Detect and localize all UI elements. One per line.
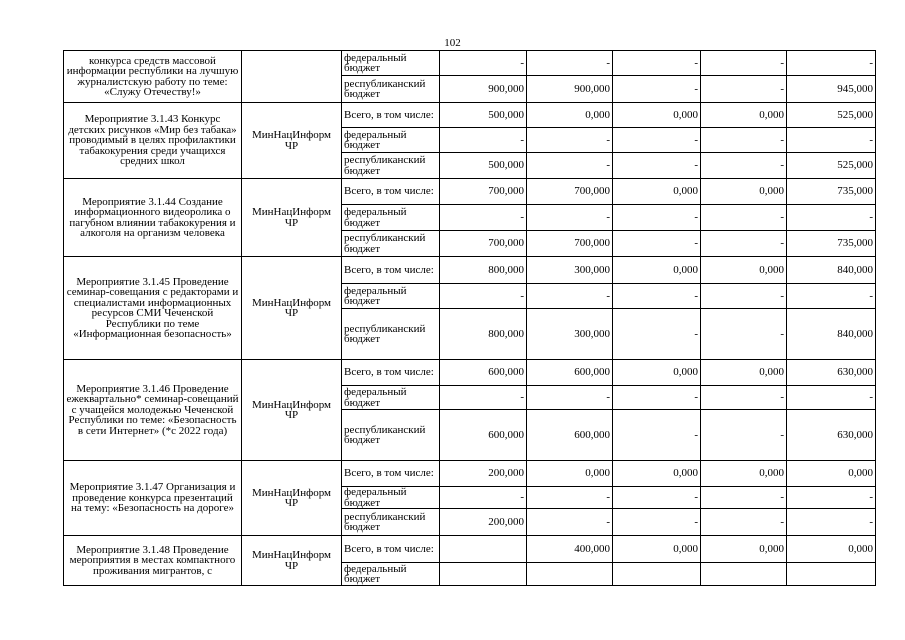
amount-cell: 0,000 — [613, 179, 701, 205]
amount-cell: 0,000 — [613, 360, 701, 386]
amount-cell — [613, 563, 701, 586]
amount-cell: - — [527, 128, 613, 153]
amount-cell: 525,000 — [787, 153, 876, 179]
event-name-cell: Мероприятие 3.1.48 Проведение мероприятия в местах компактного проживания мигрантов, с — [64, 536, 242, 586]
executor-cell: МинНацИнформ ЧР — [242, 461, 342, 536]
event-name-cell: конкурса средств массовой информации республики на лучшую журналистскую работу по теме: «Служу Отечеству!» — [64, 51, 242, 103]
amount-cell: - — [701, 153, 787, 179]
amount-cell — [701, 563, 787, 586]
table-row — [64, 179, 876, 205]
amount-cell: - — [701, 410, 787, 461]
amount-cell: - — [613, 487, 701, 509]
amount-cell: - — [701, 231, 787, 257]
amount-cell: 600,000 — [527, 410, 613, 461]
amount-cell: - — [613, 51, 701, 76]
amount-cell: 400,000 — [527, 536, 613, 563]
amount-cell: - — [613, 386, 701, 410]
amount-cell: 200,000 — [440, 509, 527, 536]
amount-cell: 500,000 — [440, 153, 527, 179]
funding-source-cell: республиканский бюджет — [342, 309, 440, 360]
amount-cell: - — [701, 205, 787, 231]
table-row — [64, 103, 876, 128]
event-name-cell: Мероприятие 3.1.44 Создание информационного видеоролика о пагубном влиянии табакокурения и алкоголя на организм человека — [64, 179, 242, 257]
amount-cell: 0,000 — [613, 461, 701, 487]
table-row — [64, 461, 876, 487]
amount-cell: - — [527, 153, 613, 179]
funding-source-cell: федеральный бюджет — [342, 205, 440, 231]
amount-cell: 300,000 — [527, 257, 613, 284]
amount-cell: 0,000 — [701, 461, 787, 487]
amount-cell: 0,000 — [527, 461, 613, 487]
amount-cell: 500,000 — [440, 103, 527, 128]
amount-cell: - — [701, 509, 787, 536]
funding-source-cell: республиканский бюджет — [342, 509, 440, 536]
amount-cell: - — [701, 386, 787, 410]
funding-source-cell: федеральный бюджет — [342, 128, 440, 153]
funding-source-cell: республиканский бюджет — [342, 231, 440, 257]
amount-cell: - — [787, 284, 876, 309]
executor-cell: МинНацИнформ ЧР — [242, 536, 342, 586]
amount-cell: 300,000 — [527, 309, 613, 360]
amount-cell: 800,000 — [440, 257, 527, 284]
amount-cell: 0,000 — [701, 103, 787, 128]
amount-cell: - — [440, 284, 527, 309]
amount-cell: - — [613, 153, 701, 179]
amount-cell: - — [701, 309, 787, 360]
amount-cell: 700,000 — [440, 231, 527, 257]
amount-cell: - — [613, 231, 701, 257]
event-name-cell: Мероприятие 3.1.43 Конкурс детских рисунков «Мир без табака» проводимый в целях профилактики табакокурения среди учащихся средних школ — [64, 103, 242, 179]
amount-cell: 630,000 — [787, 410, 876, 461]
funding-source-cell: республиканский бюджет — [342, 76, 440, 103]
funding-source-cell: республиканский бюджет — [342, 153, 440, 179]
amount-cell — [787, 563, 876, 586]
table-row — [64, 257, 876, 284]
amount-cell: - — [701, 76, 787, 103]
amount-cell: - — [527, 386, 613, 410]
amount-cell: 0,000 — [787, 536, 876, 563]
amount-cell: 0,000 — [701, 179, 787, 205]
amount-cell: 200,000 — [440, 461, 527, 487]
amount-cell: - — [440, 205, 527, 231]
amount-cell: 735,000 — [787, 231, 876, 257]
table-row — [64, 536, 876, 563]
amount-cell: - — [787, 487, 876, 509]
amount-cell: 735,000 — [787, 179, 876, 205]
amount-cell: - — [787, 386, 876, 410]
funding-source-cell: федеральный бюджет — [342, 51, 440, 76]
amount-cell — [440, 536, 527, 563]
funding-source-cell: федеральный бюджет — [342, 563, 440, 586]
amount-cell: 0,000 — [613, 257, 701, 284]
amount-cell: 0,000 — [613, 103, 701, 128]
amount-cell: 800,000 — [440, 309, 527, 360]
amount-cell: - — [527, 51, 613, 76]
amount-cell: 0,000 — [527, 103, 613, 128]
amount-cell: 630,000 — [787, 360, 876, 386]
amount-cell: - — [527, 487, 613, 509]
funding-source-cell: Всего, в том числе: — [342, 360, 440, 386]
budget-table — [63, 50, 876, 586]
amount-cell: 600,000 — [440, 410, 527, 461]
amount-cell: - — [613, 509, 701, 536]
page-number: 102 — [444, 37, 461, 49]
amount-cell: 700,000 — [527, 179, 613, 205]
funding-source-cell: федеральный бюджет — [342, 487, 440, 509]
funding-source-cell: Всего, в том числе: — [342, 536, 440, 563]
amount-cell: 0,000 — [701, 360, 787, 386]
amount-cell — [527, 563, 613, 586]
funding-source-cell: Всего, в том числе: — [342, 103, 440, 128]
amount-cell: 600,000 — [440, 360, 527, 386]
amount-cell: - — [440, 386, 527, 410]
amount-cell: - — [440, 51, 527, 76]
funding-source-cell: федеральный бюджет — [342, 284, 440, 309]
amount-cell: - — [440, 487, 527, 509]
amount-cell: - — [613, 205, 701, 231]
event-name-cell: Мероприятие 3.1.46 Проведение ежеквартально* семинар-совещаний с учащейся молодежью Чеченской Республики по теме: «Безопасность в сети Интернет» (*с 2022 года) — [64, 360, 242, 461]
amount-cell: - — [440, 128, 527, 153]
amount-cell — [440, 563, 527, 586]
amount-cell: 0,000 — [701, 536, 787, 563]
amount-cell: - — [701, 487, 787, 509]
amount-cell: - — [527, 509, 613, 536]
executor-cell — [242, 51, 342, 103]
funding-source-cell: федеральный бюджет — [342, 386, 440, 410]
amount-cell: 525,000 — [787, 103, 876, 128]
amount-cell: - — [613, 309, 701, 360]
amount-cell: - — [787, 51, 876, 76]
amount-cell: - — [701, 51, 787, 76]
amount-cell: - — [613, 284, 701, 309]
amount-cell: - — [527, 284, 613, 309]
executor-cell: МинНацИнформ ЧР — [242, 257, 342, 360]
table-row — [64, 51, 876, 76]
funding-source-cell: Всего, в том числе: — [342, 179, 440, 205]
amount-cell: - — [787, 205, 876, 231]
amount-cell: 900,000 — [440, 76, 527, 103]
amount-cell: - — [787, 128, 876, 153]
amount-cell: - — [701, 284, 787, 309]
amount-cell: 945,000 — [787, 76, 876, 103]
funding-source-cell: Всего, в том числе: — [342, 257, 440, 284]
amount-cell: 700,000 — [440, 179, 527, 205]
amount-cell: 0,000 — [787, 461, 876, 487]
executor-cell: МинНацИнформ ЧР — [242, 179, 342, 257]
amount-cell: 0,000 — [613, 536, 701, 563]
event-name-cell: Мероприятие 3.1.45 Проведение семинар-совещания с редакторами и специалистами информационных ресурсов СМИ Чеченской Республики по теме «Информационная безопасность» — [64, 257, 242, 360]
amount-cell: 700,000 — [527, 231, 613, 257]
amount-cell: - — [613, 128, 701, 153]
amount-cell: - — [613, 76, 701, 103]
executor-cell: МинНацИнформ ЧР — [242, 360, 342, 461]
event-name-cell: Мероприятие 3.1.47 Организация и проведение конкурса презентаций на тему: «Безопасность на дороге» — [64, 461, 242, 536]
amount-cell: - — [613, 410, 701, 461]
amount-cell: 600,000 — [527, 360, 613, 386]
amount-cell: - — [527, 205, 613, 231]
amount-cell: - — [787, 509, 876, 536]
funding-source-cell: республиканский бюджет — [342, 410, 440, 461]
amount-cell: 840,000 — [787, 309, 876, 360]
amount-cell: 840,000 — [787, 257, 876, 284]
amount-cell: 900,000 — [527, 76, 613, 103]
amount-cell: 0,000 — [701, 257, 787, 284]
table-row — [64, 360, 876, 386]
executor-cell: МинНацИнформ ЧР — [242, 103, 342, 179]
amount-cell: - — [701, 128, 787, 153]
funding-source-cell: Всего, в том числе: — [342, 461, 440, 487]
